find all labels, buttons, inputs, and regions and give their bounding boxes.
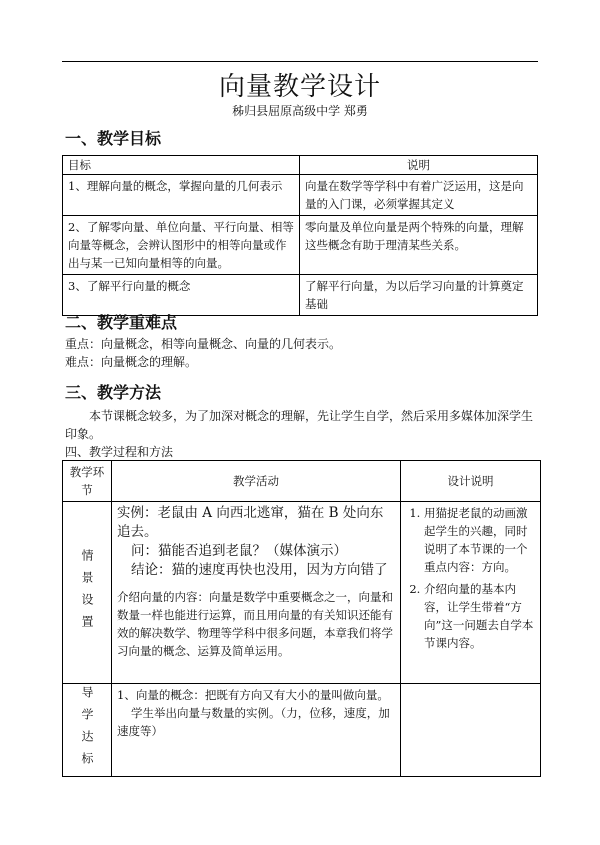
author-line: 秭归县屈原高级中学 郑勇 bbox=[232, 104, 368, 118]
process-table-header bbox=[63, 461, 541, 502]
stage-name: 导学达标 bbox=[80, 686, 94, 774]
activity-conclusion: 结论：猫的速度再快也没用，因为方向错了 bbox=[131, 562, 388, 578]
design-note-cell bbox=[401, 684, 541, 777]
stage-cell bbox=[63, 502, 112, 684]
activity-cell bbox=[112, 502, 401, 684]
section4-heading: 四、教学过程和方法 bbox=[65, 445, 174, 459]
note-cell: 了解平行向量，为以后学习向量的计算奠定基础 bbox=[300, 275, 538, 316]
goals-col-goal-header: 目标 bbox=[63, 156, 300, 175]
design-note-col-header: 设计说明 bbox=[401, 461, 541, 502]
activity-intro-paragraph: 介绍向量的内容：向量是数学中重要概念之一，向量和数量一样也能进行运算，而且用向量的有关知识还能有效的解决数学、物理等学科中很多问题，本章我们将学习向量的概念、运算及简单运用。 bbox=[117, 590, 393, 658]
page-title: 向量教学设计 bbox=[218, 72, 381, 102]
section2-heading: 二、教学重难点 bbox=[65, 313, 178, 332]
table-row bbox=[63, 216, 538, 275]
activity-cell bbox=[112, 684, 401, 777]
key-points: 重点：向量概念，相等向量概念、向量的几何表示。 bbox=[65, 337, 342, 351]
activity-example: 实例：老鼠由 A 向西北逃窜，猫在 B 处向东追去。 bbox=[117, 505, 384, 540]
design-note-item: 1. 用猫捉老鼠的动画激起学生的兴趣，同时说明了本节课的一个重点内容：方向。 bbox=[424, 504, 535, 576]
table-row bbox=[63, 502, 541, 684]
header-rule bbox=[62, 61, 538, 62]
table-row bbox=[63, 684, 541, 777]
section1-heading: 一、教学目标 bbox=[65, 129, 162, 148]
section3-heading: 三、教学方法 bbox=[65, 383, 162, 402]
goals-table bbox=[62, 155, 538, 316]
goals-table-header bbox=[63, 156, 538, 175]
note-cell: 零向量及单位向量是两个特殊的向量，理解这些概念有助于理清某些关系。 bbox=[300, 216, 538, 275]
activity-question: 问：猫能否追到老鼠？（媒体演示） bbox=[131, 543, 347, 559]
design-note-cell bbox=[401, 502, 541, 684]
note-cell: 向量在数学等学科中有着广泛运用，这是向量的入门课，必须掌握其定义 bbox=[300, 175, 538, 216]
design-note-item: 2. 介绍向量的基本内容，让学生带着“方向”这一问题去自学本节课内容。 bbox=[424, 580, 535, 652]
stage-cell bbox=[63, 684, 112, 777]
goal-cell: 1、理解向量的概念，掌握向量的几何表示 bbox=[63, 175, 300, 216]
table-row bbox=[63, 175, 538, 216]
activity-concept: 1、向量的概念：把既有方向又有大小的量叫做向量。 bbox=[117, 688, 389, 702]
activity-examples: 学生举出向量与数量的实例。（力，位移，速度，加速度等） bbox=[117, 706, 390, 738]
stage-col-header: 教学环节 bbox=[63, 461, 112, 502]
activity-col-header: 教学活动 bbox=[112, 461, 401, 502]
goals-col-note-header: 说明 bbox=[300, 156, 538, 175]
goal-cell: 3、了解平行向量的概念 bbox=[63, 275, 300, 316]
goal-cell: 2、了解零向量、单位向量、平行向量、相等向量等概念，会辨认图形中的相等向量或作出与某一已知向量相等的向量。 bbox=[63, 216, 300, 275]
method-text: 本节课概念较多，为了加深对概念的理解，先让学生自学，然后采用多媒体加深学生印象。 bbox=[65, 409, 534, 441]
difficulty: 难点：向量概念的理解。 bbox=[65, 355, 198, 369]
stage-name: 情景设置 bbox=[80, 548, 94, 637]
process-table bbox=[62, 460, 541, 777]
